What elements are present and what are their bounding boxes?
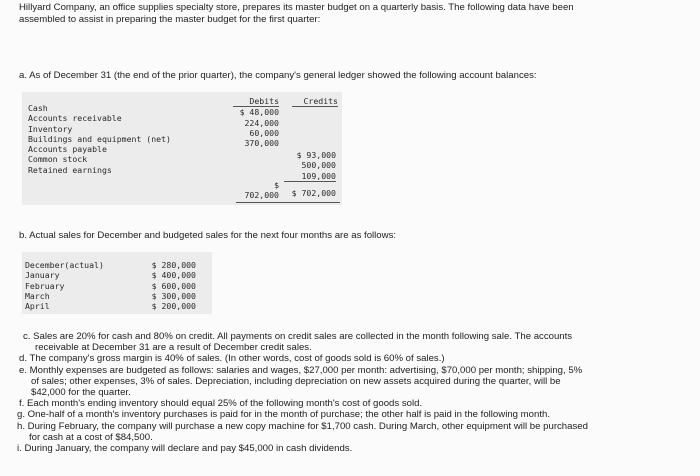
budget-assumptions-list	[19, 331, 669, 454]
item-c-line-1: c. Sales are 20% for cash and 80% on credit. All payments on credit sales are collected in the month following sale. The accounts	[23, 331, 573, 342]
credit-ap: $ 93,000	[296, 150, 336, 160]
debit-cash: $ 48,000	[239, 107, 279, 118]
credit-retained-earnings: 109,000	[284, 171, 336, 182]
sales-amount-march: $ 300,000	[151, 290, 196, 301]
item-d-line-1: d. The company's gross margin is 40% of sales. (In other words, cost of goods sold is 60% of sales.)	[19, 353, 445, 365]
item-e-line-2: of sales; other expenses, 3% of sales. Depreciation, including depreciation on new assets acquired during the quarter, will be	[31, 375, 561, 387]
item-e	[19, 365, 669, 399]
ledger-account-common-stock: Common stock	[28, 154, 88, 165]
intro-paragraph	[19, 2, 679, 25]
sales-month-april: April	[25, 301, 50, 312]
item-d	[19, 353, 669, 364]
intro-line-2: assembled to assist in preparing the master budget for the first quarter:	[19, 13, 321, 25]
item-g-line-1: g. One-half of a month's inventory purchases is paid for in the month of purchase; the other half is paid in the following month.	[17, 409, 550, 421]
item-h-line-1: h. During February, the company will purchase a new copy machine for $1,700 cash. During March, other equipment will be purchased	[17, 420, 588, 432]
debit-buildings: 370,000	[244, 138, 279, 149]
ledger-total-credits	[284, 188, 336, 198]
ledger-accounts-column	[28, 103, 171, 175]
ledger-table	[22, 92, 342, 205]
ledger-account-ar: Accounts receivable	[28, 113, 122, 124]
sales-amount-april: $ 200,000	[151, 301, 196, 312]
ledger-credits-column	[292, 96, 338, 107]
sales-months-column	[25, 260, 104, 311]
item-e-line-1: e. Monthly expenses are budgeted as follows: salaries and wages, $27,000 per month: advertising, $70,000 per month; shipping, 5%	[19, 364, 583, 376]
part-b-text: b. Actual sales for December and budgeted sales for the next four months are as follows:	[19, 230, 397, 241]
item-g	[17, 409, 669, 420]
ledger-account-buildings: Buildings and equipment (net)	[28, 133, 171, 144]
total-debit-symbol: $	[274, 180, 279, 190]
item-i-line-1: i. During January, the company will declare and pay $45,000 in cash dividends.	[17, 443, 353, 455]
debit-ar: 224,000	[244, 117, 279, 128]
ledger-total-debits	[233, 180, 279, 201]
sales-amount-february: $ 600,000	[151, 280, 196, 291]
item-i	[17, 443, 669, 454]
item-h-line-2: for cash at a cost of $84,500.	[29, 431, 153, 443]
sales-amounts-column	[140, 260, 196, 311]
item-h	[17, 421, 669, 443]
intro-line-1: Hillyard Company, an office supplies specialty store, prepares its master budget on a quarterly basis. The following data have been	[19, 2, 574, 13]
item-c-line-2: receivable at December 31 are a result of December credit sales.	[35, 342, 312, 354]
sales-table	[22, 252, 212, 314]
credit-common-stock: 500,000	[301, 160, 336, 171]
total-debit-value: 702,000	[244, 190, 279, 201]
credits-header: Credits	[292, 96, 338, 107]
sales-month-march: March	[25, 290, 50, 301]
debit-inventory: 60,000	[249, 127, 279, 138]
item-f	[19, 398, 669, 409]
ledger-account-retained-earnings: Retained earnings	[28, 164, 112, 175]
sales-month-january: January	[25, 270, 60, 281]
ledger-account-inventory: Inventory	[28, 123, 73, 134]
item-f-line-1: f. Each month's ending inventory should equal 25% of the following month's cost of goods sold.	[19, 398, 423, 410]
sales-month-december: December(actual)	[25, 260, 104, 270]
item-e-line-3: $42,000 for the quarter.	[31, 387, 131, 399]
item-c	[23, 331, 669, 353]
part-a-text: a. As of December 31 (the end of the prior quarter), the company's general ledger showed the following account balances:	[19, 70, 537, 81]
ledger-credits-values	[284, 150, 336, 182]
ledger-account-ap: Accounts payable	[28, 144, 107, 155]
total-credit-value: $ 702,000	[291, 188, 336, 198]
ledger-debits-column	[233, 96, 279, 148]
ledger-account-cash: Cash	[28, 103, 48, 113]
sales-month-february: February	[25, 280, 65, 291]
sales-amount-december: $ 280,000	[151, 260, 196, 270]
sales-amount-january: $ 400,000	[151, 270, 196, 281]
ledger-total-underline	[236, 202, 340, 203]
debits-header: Debits	[233, 96, 279, 107]
